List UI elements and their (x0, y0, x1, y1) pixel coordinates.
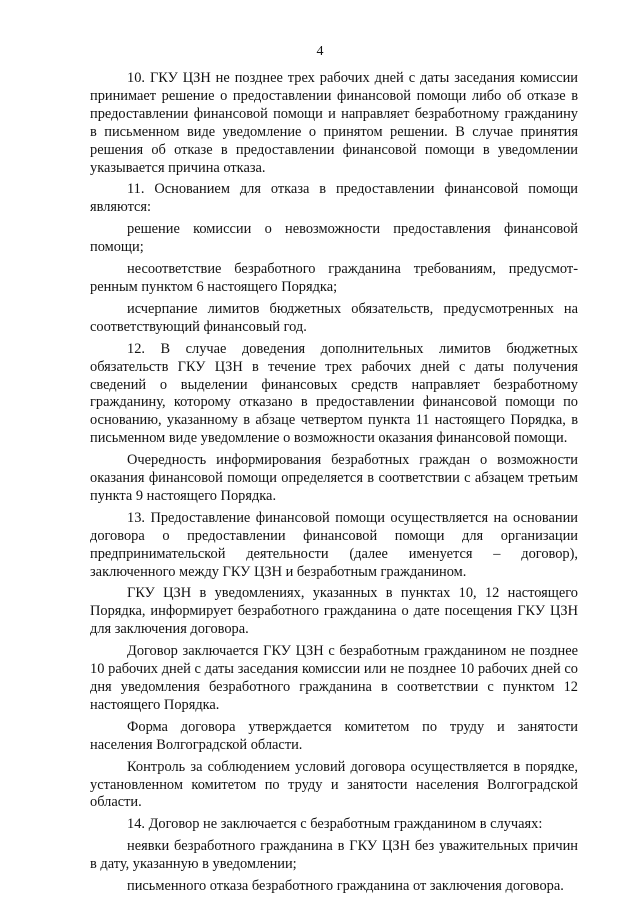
paragraph-14-intro: 14. Договор не заключается с безработным гражданином в случаях: (127, 816, 543, 833)
paragraph-13-form: Форма договора утверждается комитетом по труду и занятости населения Волгоградской области. (90, 718, 578, 753)
paragraph-14-case-2: письменного отказа безработного гражданина от заключения договора. (127, 878, 564, 895)
paragraph-13: 13. Предоставление финансовой помощи осуществляется на основании договора о предоставлении финансовой помощи для организации предпринимательской деятельности (далее именуется – договор), заключенного между ГКУ ЦЗН и безработным гражданином. (90, 509, 578, 580)
paragraph-10: 10. ГКУ ЦЗН не позднее трех рабочих дней с даты заседания комиссии принимает решение о предоставлении финансовой помощи либо об отказе в предоставлении финансовой помощи и направляет безработному гражданину в письменном виде уведомление о принятом решении. В случае принятия решения об отказе в предоставлении финансовой помощи в уведомлении указывается причина отказа. (90, 70, 578, 176)
page-number: 4 (316, 44, 324, 59)
paragraph-12-order: Очередность информирования безработных граждан о возможности оказания финансовой помощи определяется в соответствии с абзацем третьим пункта 9 настоящего Порядка. (90, 452, 578, 504)
paragraph-11-intro: 11. Основанием для отказа в предоставлении финансовой помощи являются: (90, 181, 578, 216)
paragraph-13-deadline: Договор заключается ГКУ ЦЗН с безработным гражданином не позднее 10 рабочих дней с даты заседания комиссии или не позднее 10 рабочих дней со дня уведомления безработного гражданина в соответствии с пунктом 12 настоящего Порядка. (90, 643, 578, 713)
paragraph-11-reason-3: исчерпание лимитов бюджетных обязательств, предусмотренных на соответствующий финансовый год. (90, 300, 578, 335)
paragraph-13-notice: ГКУ ЦЗН в уведомлениях, указанных в пунктах 10, 12 настоящего Порядка, информирует безработного гражданина о дате посещения ГКУ ЦЗН для заключения договора. (90, 585, 578, 638)
paragraph-11-reason-1: решение комиссии о невозможности предоставления финансовой помощи; (90, 221, 578, 256)
paragraph-14-case-1: неявки безработного гражданина в ГКУ ЦЗН без уважительных причин в дату, указанную в уведомлении; (90, 838, 578, 873)
paragraph-11-reason-2: несоответствие безработного гражданина требованиям, предусмотренным пунктом 6 настоящего Порядка; (90, 261, 578, 295)
paragraph-12: 12. В случае доведения дополнительных лимитов бюджетных обязательств ГКУ ЦЗН в течение трех рабочих дней с даты получения сведений о выделении финансовых средств направляет безработному гражданину, которому отказано в предоставлении финансовой помощи по основанию, указанному в абзаце четвертом пункта 11 настоящего Порядка, в письменном виде уведомление о возможности оказания финансовой помощи. (90, 340, 578, 447)
document-body (90, 70, 578, 900)
paragraph-13-control: Контроль за соблюдением условий договора осуществляется в порядке, установленном комитетом по труду и занятости населения Волгоградской области. (90, 758, 578, 811)
